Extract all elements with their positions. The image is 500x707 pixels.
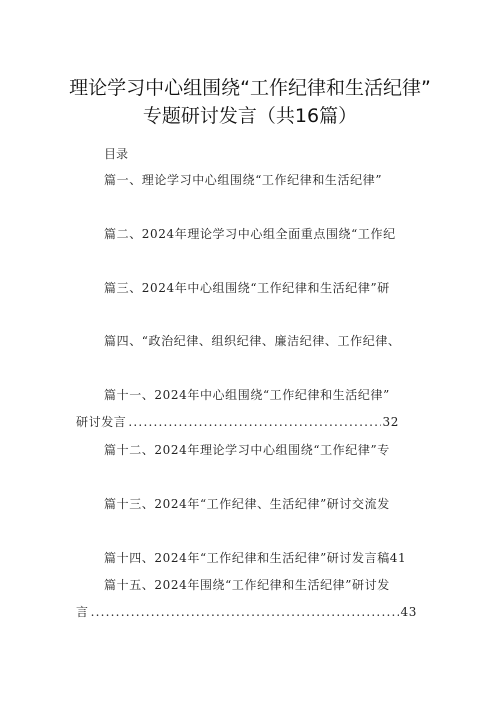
toc-entry-11-continuation[interactable] <box>76 414 399 430</box>
toc-entry-15-continuation[interactable] <box>76 604 417 620</box>
toc-entry-4[interactable]: 篇四、“政治纪律、组织纪律、廉洁纪律、工作纪律、 <box>104 334 401 348</box>
toc-entry-11[interactable]: 篇十一、2024年中心组围绕“工作纪律和生活纪律” <box>104 388 390 402</box>
toc-entry-13[interactable]: 篇十三、2024年“工作纪律、生活纪律”研讨交流发 <box>104 497 390 511</box>
toc-entry-1[interactable]: 篇一、理论学习中心组围绕“工作纪律和生活纪律” <box>104 173 383 187</box>
toc-entry-3[interactable]: 篇三、2024年中心组围绕“工作纪律和生活纪律”研 <box>104 281 390 295</box>
toc-dot-leader <box>91 604 399 620</box>
toc-heading: 目录 <box>104 147 129 161</box>
toc-entry-14[interactable]: 篇十四、2024年“工作纪律和生活纪律”研讨发言稿41 <box>104 551 407 565</box>
toc-entry-12[interactable]: 篇十二、2024年理论学习中心组围绕“工作纪律”专 <box>104 443 390 457</box>
document-title-line-1: 理论学习中心组围绕“工作纪律和生活纪律” <box>69 77 431 99</box>
toc-continuation-text: 研讨发言 <box>76 415 127 429</box>
toc-page-number: 32 <box>382 415 399 429</box>
toc-entry-15[interactable]: 篇十五、2024年围绕“工作纪律和生活纪律”研讨发 <box>104 578 390 592</box>
document-title-line-2: 专题研讨发言（共16篇） <box>142 105 358 127</box>
toc-continuation-text: 言 <box>76 605 89 619</box>
toc-page-number: 43 <box>400 605 417 619</box>
toc-dot-leader <box>128 414 380 430</box>
toc-entry-2[interactable]: 篇二、2024年理论学习中心组全面重点围绕“工作纪 <box>104 227 396 241</box>
